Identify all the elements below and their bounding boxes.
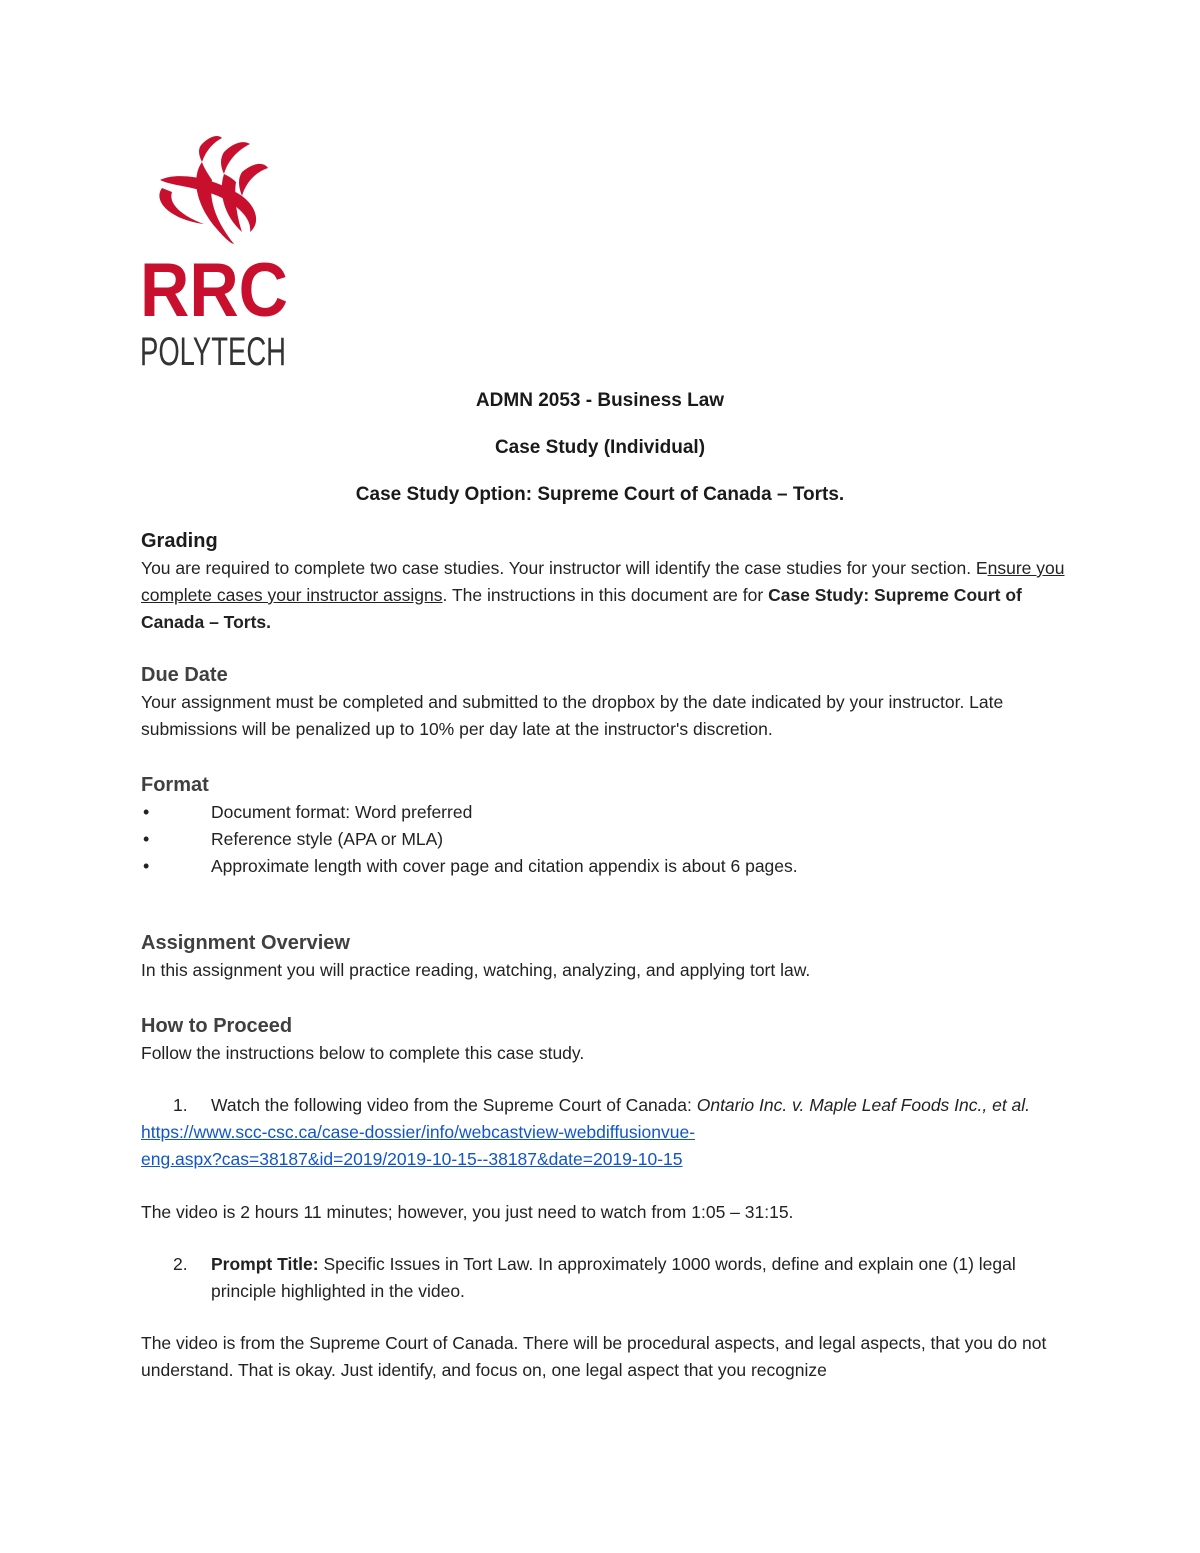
case-study-type: Case Study (Individual) — [494, 437, 706, 458]
video-duration-note: The video is 2 hours 11 minutes; however, you just need to watch from 1:05 – 31:15. — [141, 1202, 794, 1222]
format-list — [141, 799, 1071, 880]
grading-section — [141, 528, 1071, 636]
proceed-steps-2 — [141, 1251, 1071, 1305]
list-item: • Approximate length with cover page and citation appendix is about 6 pages. — [141, 853, 1071, 880]
logo-swirl-mark — [159, 136, 268, 244]
due-date-heading: Due Date — [141, 664, 228, 686]
grading-bold-note: Case Study: Supreme Court of Canada – Torts. — [141, 585, 1022, 632]
step-number: 1. — [173, 1095, 188, 1115]
overview-text: In this assignment you will practice reading, watching, analyzing, and applying tort law. — [141, 960, 811, 980]
list-item: • Document format: Word preferred — [141, 799, 1071, 826]
step-number: 2. — [173, 1254, 188, 1274]
logo-rrc-text: RRC — [140, 248, 288, 333]
format-section — [141, 772, 1071, 880]
grading-underlined-note: nsure you complete cases your instructor assigns — [141, 558, 1065, 605]
step-1: 1. Watch the following video from the Supreme Court of Canada: Ontario Inc. v. Maple Leaf Foods Inc., et al. — [141, 1092, 1061, 1119]
due-date-text: Your assignment must be completed and submitted to the dropbox by the date indicated by your instructor. Late submissions will be penalized up to 10% per day late at the instructor's discretion. — [141, 692, 1004, 739]
proceed-heading: How to Proceed — [141, 1015, 293, 1037]
proceed-section — [141, 1013, 1071, 1384]
list-item: • Reference style (APA or MLA) — [141, 826, 1071, 853]
case-study-option: Case Study Option: Supreme Court of Canada – Torts. — [355, 484, 845, 505]
format-heading: Format — [141, 774, 209, 796]
rrc-polytech-logo — [132, 132, 302, 377]
step-2: 2. Prompt Title: Specific Issues in Tort Law. In approximately 1000 words, define and explain one (1) legal principle highlighted in the video. — [141, 1251, 1061, 1305]
case-name: Ontario Inc. v. Maple Leaf Foods Inc., et al. — [696, 1095, 1031, 1115]
proceed-steps — [141, 1092, 1071, 1119]
logo-polytech-text: POLYTECH — [140, 330, 286, 374]
grading-heading: Grading — [141, 530, 218, 552]
grading-text: You are required to complete two case studies. Your instructor will identify the case studies for your section. Ensure you complete cases your instructor assigns. The instructions in this document are for Case Study: Supreme Court of Canada – Torts. — [141, 558, 1065, 632]
video-link[interactable]: https://www.scc-csc.ca/case-dossier/info/webcastview-webdiffusionvue- eng.aspx?cas=38187&id=2019/2019-10-15--38187&date=2019-10-15 — [141, 1122, 696, 1169]
overview-heading: Assignment Overview — [141, 932, 350, 954]
prompt-title-label: Prompt Title: — [211, 1254, 319, 1274]
overview-section — [141, 930, 1071, 984]
course-title: ADMN 2053 - Business Law — [475, 390, 725, 411]
due-date-section — [141, 662, 1071, 743]
proceed-intro: Follow the instructions below to complete this case study. — [141, 1043, 585, 1063]
closing-paragraph: The video is from the Supreme Court of Canada. There will be procedural aspects, and legal aspects, that you do not understand. That is okay. Just identify, and focus on, one legal aspect that you recognize — [141, 1333, 1047, 1380]
